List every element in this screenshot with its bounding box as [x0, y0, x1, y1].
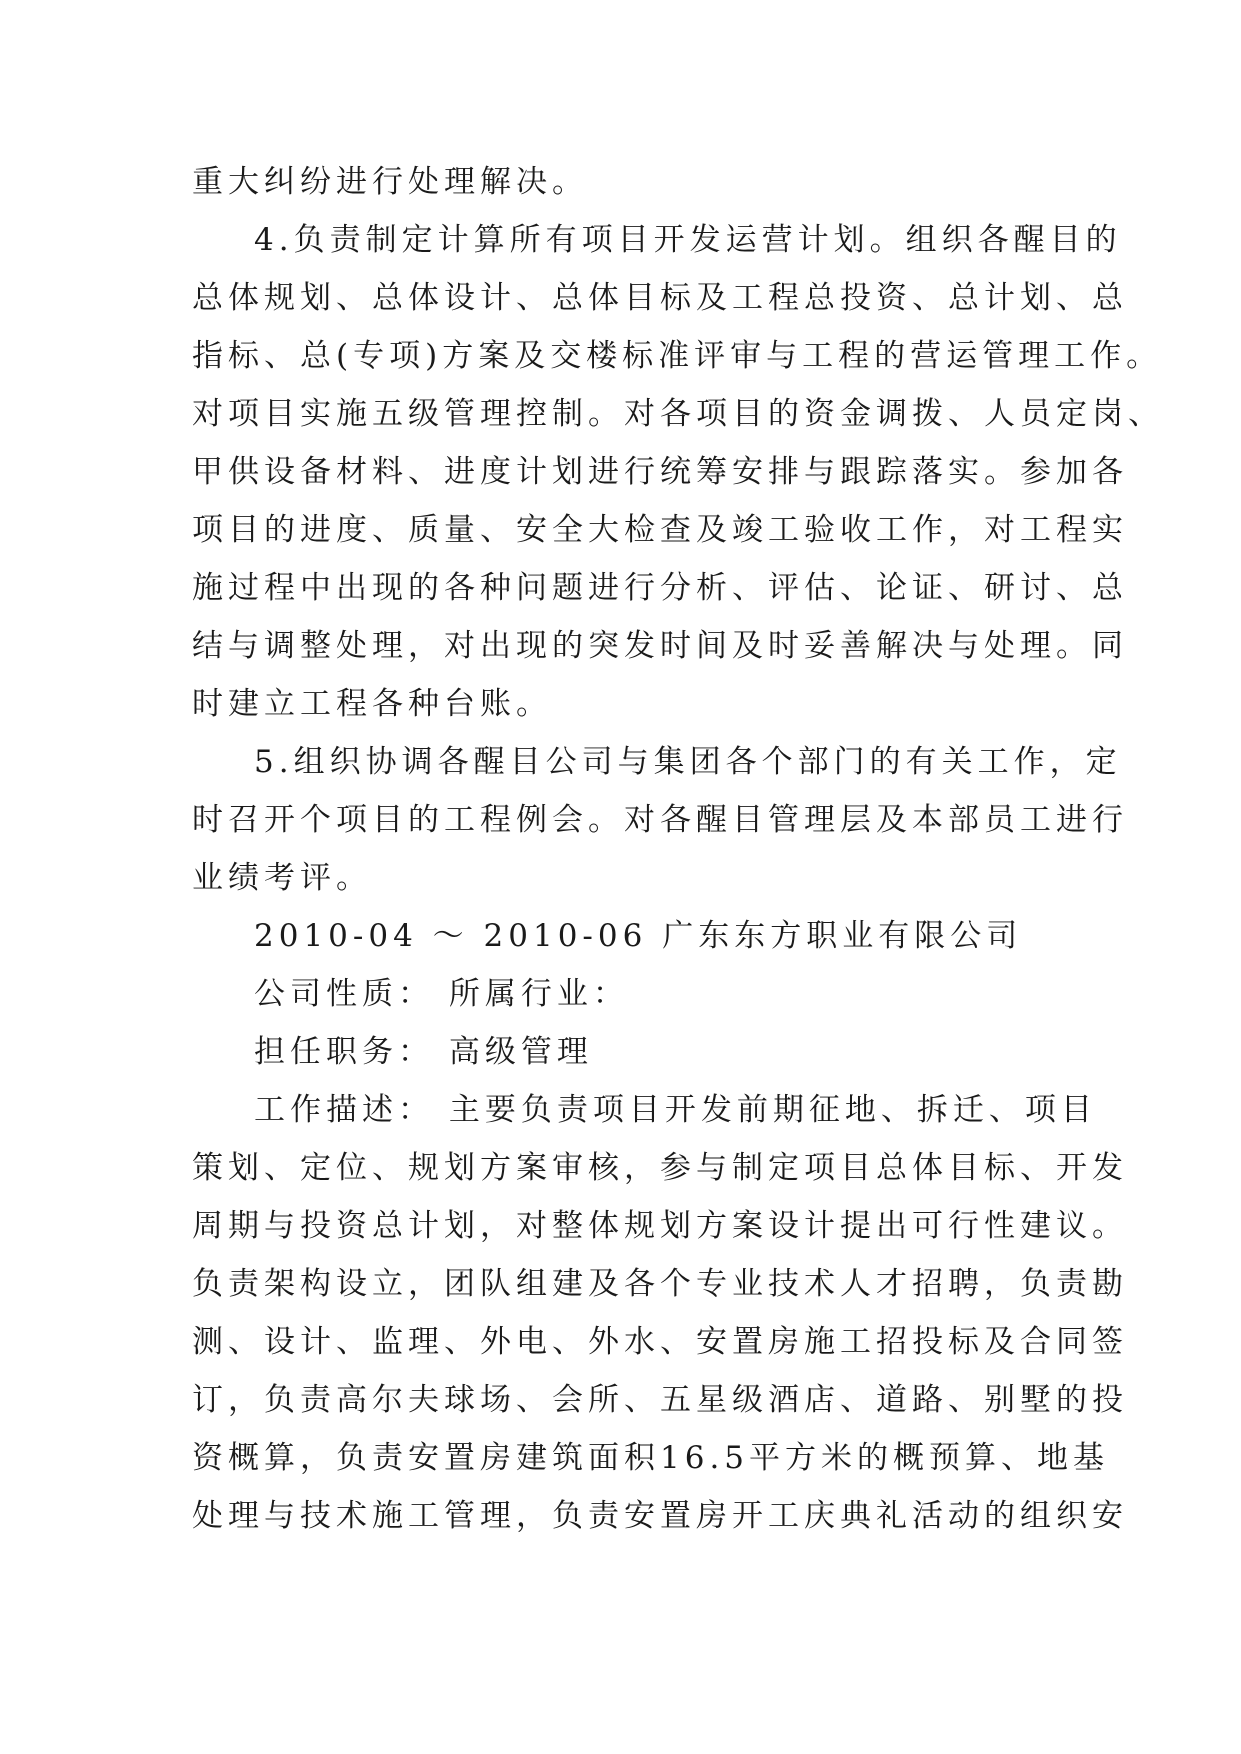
company-nature-line: 公司性质： 所属行业： [254, 976, 629, 1012]
text-line-22: 订，负责高尔夫球场、会所、五星级酒店、道路、别墅的投 [192, 1382, 1128, 1418]
text-line-8: 施过程中出现的各种问题进行分析、评估、论证、研讨、总 [192, 570, 1128, 606]
employment-period-line: 2010-04 ～ 2010-06 广东东方职业有限公司 [254, 918, 1023, 954]
text-line-11: 5.组织协调各醒目公司与集团各个部门的有关工作，定 [254, 744, 1122, 780]
text-line-13: 业绩考评。 [192, 860, 372, 896]
text-line-3: 总体规划、总体设计、总体目标及工程总投资、总计划、总 [192, 280, 1128, 316]
text-line-5: 对项目实施五级管理控制。对各项目的资金调拨、人员定岗、 [192, 396, 1164, 432]
text-line-2: 4.负责制定计算所有项目开发运营计划。组织各醒目的 [254, 222, 1122, 258]
text-line-12: 时召开个项目的工程例会。对各醒目管理层及本部员工进行 [192, 802, 1128, 838]
text-line-1: 重大纠纷进行处理解决。 [192, 164, 588, 200]
text-line-10: 时建立工程各种台账。 [192, 686, 552, 722]
text-line-18: 策划、定位、规划方案审核，参与制定项目总体目标、开发 [192, 1150, 1128, 1186]
text-line-4: 指标、总(专项)方案及交楼标准评审与工程的营运管理工作。 [192, 338, 1163, 374]
text-line-9: 结与调整处理，对出现的突发时间及时妥善解决与处理。同 [192, 628, 1128, 664]
text-line-6: 甲供设备材料、进度计划进行统筹安排与跟踪落实。参加各 [192, 454, 1128, 490]
text-line-24: 处理与技术施工管理，负责安置房开工庆典礼活动的组织安 [192, 1498, 1128, 1534]
text-line-20: 负责架构设立，团队组建及各个专业技术人才招聘，负责勘 [192, 1266, 1128, 1302]
text-line-19: 周期与投资总计划，对整体规划方案设计提出可行性建议。 [192, 1208, 1128, 1244]
text-line-7: 项目的进度、质量、安全大检查及竣工验收工作，对工程实 [192, 512, 1128, 548]
text-line-23: 资概算，负责安置房建筑面积16.5平方米的概预算、地基 [192, 1440, 1110, 1476]
job-description-line: 工作描述： 主要负责项目开发前期征地、拆迁、项目 [254, 1092, 1097, 1128]
text-line-21: 测、设计、监理、外电、外水、安置房施工招投标及合同签 [192, 1324, 1128, 1360]
job-title-line: 担任职务： 高级管理 [254, 1034, 593, 1070]
